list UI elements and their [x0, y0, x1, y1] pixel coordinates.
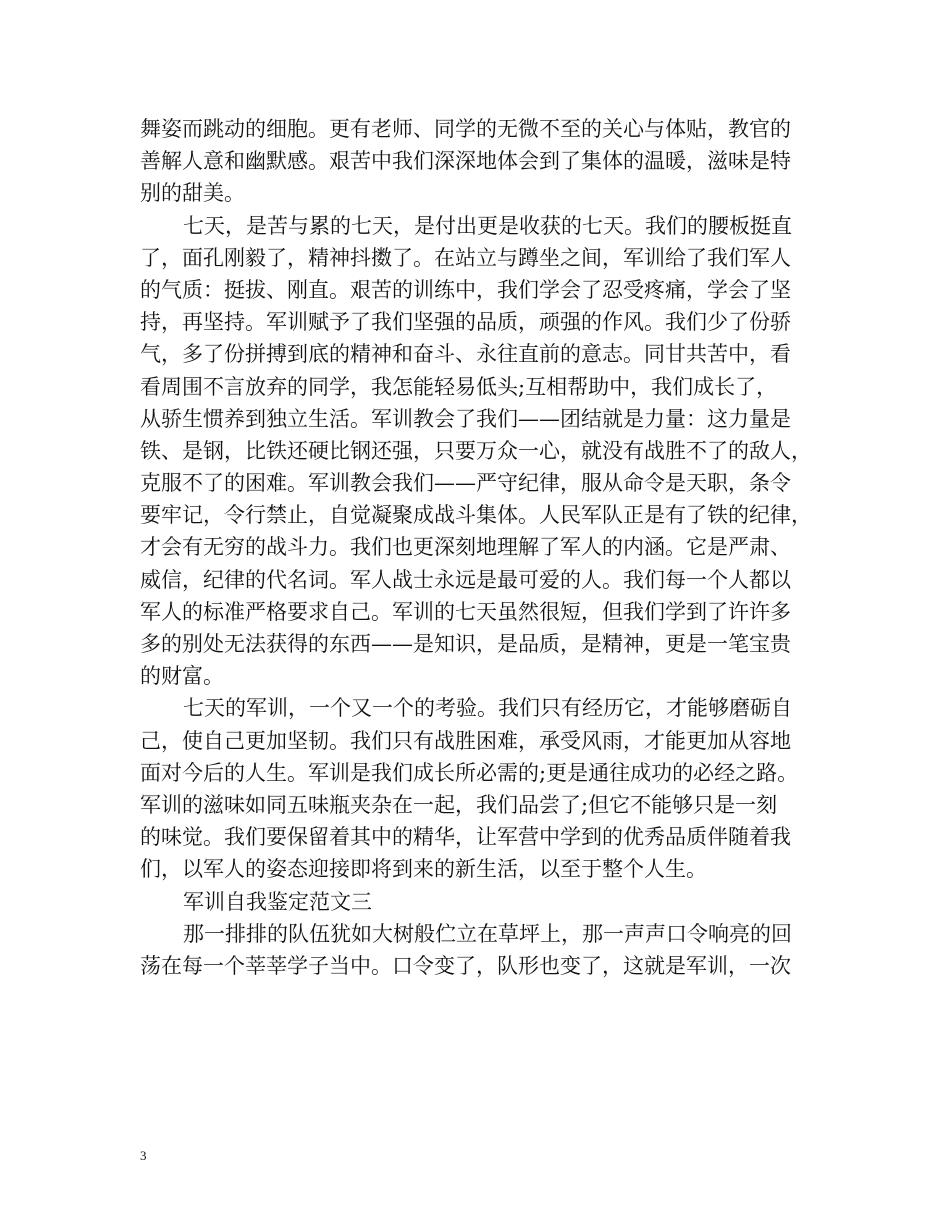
text-line: 军训的滋味如同五味瓶夹杂在一起，我们品尝了;但它不能够只是一刻 [140, 792, 778, 817]
body-text [140, 113, 820, 982]
text-line: 七天，是苦与累的七天，是付出更是收获的七天。我们的腰板挺直 [183, 213, 792, 238]
text-line: 舞姿而跳动的细胞。更有老师、同学的无微不至的关心与体贴，教官的 [140, 117, 791, 141]
text-line: 持，再坚持。军训赋予了我们坚强的品质，顽强的作风。我们少了份骄 [140, 310, 791, 335]
text-line: 们，以军人的姿态迎接即将到来的新生活，以至于整个人生。 [140, 857, 707, 882]
text-line: 军人的标准严格要求自己。军训的七天虽然很短，但我们学到了许许多 [140, 599, 791, 624]
text-line: 的气质：挺拔、刚直。艰苦的训练中，我们学会了忍受疼痛，学会了坚 [140, 277, 791, 302]
text-line: 荡在每一个莘莘学子当中。口令变了，队形也变了，这就是军训，一次 [140, 953, 791, 978]
text-line: 克服不了的困难。军训教会我们——严守纪律，服从命令是天职，条令 [140, 471, 791, 496]
text-line: 铁、是钢，比铁还硬比钢还强，只要万众一心，就没有战胜不了的敌人， [140, 438, 812, 463]
text-line: 别的甜美。 [140, 181, 245, 206]
text-line: 的财富。 [140, 664, 224, 689]
text-line: 从骄生惯养到独立生活。军训教会了我们——团结就是力量：这力量是 [140, 406, 791, 431]
text-line: 己，使自己更加坚韧。我们只有战胜困难，承受风雨，才能更加从容地 [140, 728, 791, 753]
text-line: 善解人意和幽默感。艰苦中我们深深地体会到了集体的温暖，滋味是特 [140, 149, 791, 174]
text-line: 才会有无穷的战斗力。我们也更深刻地理解了军人的内涵。它是严肃、 [140, 535, 791, 560]
text-line: 看周围不言放弃的同学，我怎能轻易低头;互相帮助中，我们成长了， [140, 374, 778, 399]
text-line: 军训自我鉴定范文三 [183, 889, 372, 914]
text-line: 面对今后的人生。军训是我们成长所必需的;更是通往成功的必经之路。 [140, 760, 799, 785]
page-number: 3 [140, 1148, 147, 1163]
text-line: 多的别处无法获得的东西——是知识，是品质，是精神，更是一笔宝贵 [140, 632, 791, 656]
text-line: 七天的军训，一个又一个的考验。我们只有经历它，才能够磨砺自 [183, 696, 792, 721]
text-line: 威信，纪律的代名词。军人战士永远是最可爱的人。我们每一个人都以 [140, 567, 791, 592]
text-line: 的味觉。我们要保留着其中的精华，让军营中学到的优秀品质伴随着我 [140, 825, 791, 850]
text-line: 那一排排的队伍犹如大树般伫立在草坪上，那一声声口令响亮的回 [183, 921, 792, 946]
text-line: 要牢记，令行禁止，自觉凝聚成战斗集体。人民军队正是有了铁的纪律， [140, 503, 812, 528]
text-line: 了，面孔刚毅了，精神抖擞了。在站立与蹲坐之间，军训给了我们军人 [140, 245, 791, 270]
text-line: 气，多了份拼搏到底的精神和奋斗、永往直前的意志。同甘共苦中，看 [140, 342, 791, 367]
